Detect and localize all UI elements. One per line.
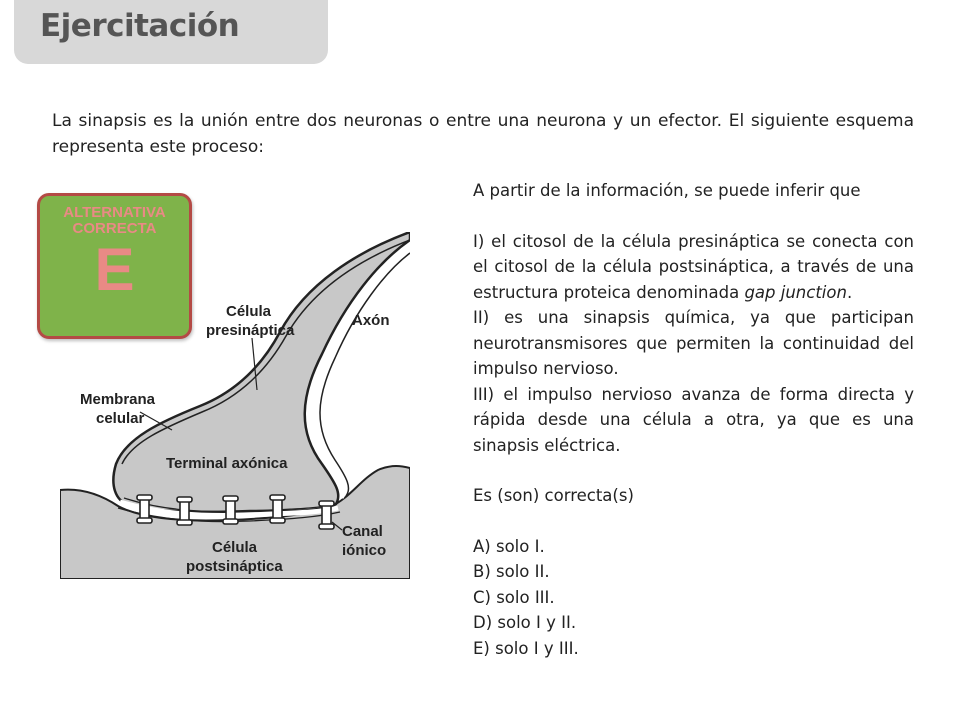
statement-3: III) el impulso nervioso avanza de forma directa y rápida desde una célula a otra, ya que es una sinapsis eléctrica. bbox=[473, 384, 914, 455]
label-canal-1: Canal bbox=[342, 523, 383, 540]
ion-channel bbox=[270, 495, 285, 523]
statement-1-term: gap junction bbox=[744, 282, 847, 302]
option-d: D) solo I y II. bbox=[473, 613, 577, 632]
question-lead: A partir de la información, se puede inferir que bbox=[473, 181, 861, 200]
label-canal-2: iónico bbox=[342, 542, 387, 559]
statement-1: I) el citosol de la célula presináptica se conecta con el citosol de la célula postsináptica, a través de una estructura proteica denominada gap junction. bbox=[473, 231, 914, 302]
ion-channel bbox=[223, 496, 238, 524]
correct-answer-badge bbox=[37, 193, 192, 339]
option-b: B) solo II. bbox=[473, 562, 550, 581]
label-terminal: Terminal axónica bbox=[166, 455, 288, 472]
statement-2: II) es una sinapsis química, ya que participan neurotransmisores que permiten la continuidad del impulso nervioso. bbox=[473, 308, 914, 378]
ion-channel bbox=[177, 497, 192, 525]
option-e: E) solo I y III. bbox=[473, 638, 579, 658]
badge-line-1: ALTERNATIVA bbox=[63, 204, 166, 221]
label-post-2: postsináptica bbox=[186, 558, 283, 575]
ion-channel bbox=[319, 501, 334, 529]
question-prompt: Es (son) correcta(s) bbox=[473, 486, 634, 505]
page-title: Ejercitación bbox=[40, 8, 240, 44]
label-celula-pre-2: presináptica bbox=[206, 322, 295, 339]
badge-letter: E bbox=[94, 236, 135, 303]
question-block bbox=[473, 178, 914, 661]
label-celula-pre-1: Célula bbox=[226, 303, 272, 320]
label-axon: Axón bbox=[352, 312, 390, 329]
label-post-1: Célula bbox=[212, 539, 258, 556]
badge-line-2: CORRECTA bbox=[72, 220, 157, 237]
label-membrana-1: Membrana bbox=[80, 391, 156, 408]
intro-paragraph: La sinapsis es la unión entre dos neuronas o entre una neurona y un efector. El siguiente esquema representa este proceso: bbox=[52, 111, 914, 157]
option-c: C) solo III. bbox=[473, 587, 555, 607]
label-membrana-2: celular bbox=[96, 410, 145, 427]
ion-channel bbox=[137, 495, 152, 523]
option-a: A) solo I. bbox=[473, 536, 545, 556]
